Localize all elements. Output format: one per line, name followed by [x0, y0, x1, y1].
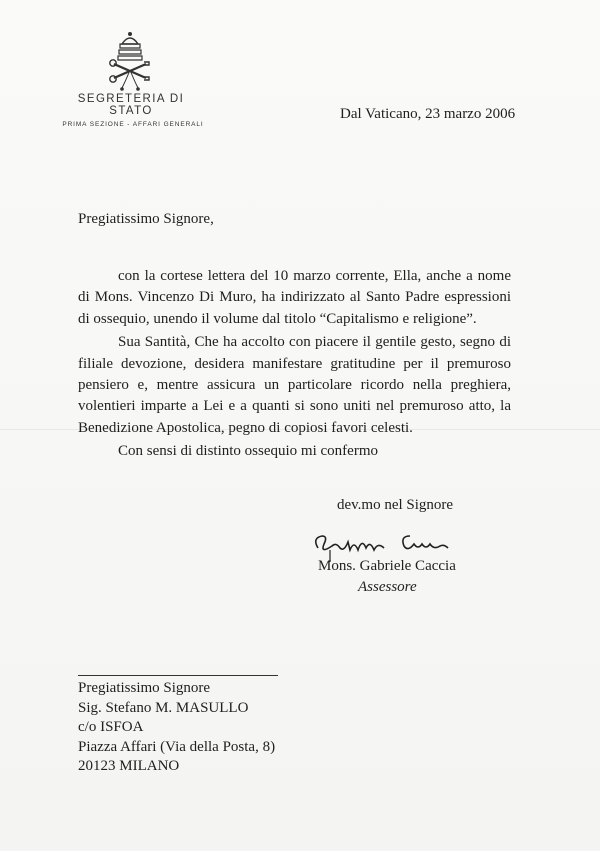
signer-name: Mons. Gabriele Caccia	[318, 558, 456, 574]
letter-body	[78, 266, 511, 463]
address-line: Pregiatissimo Signore	[78, 680, 211, 696]
address-line: 20123 MILANO	[78, 758, 180, 774]
office-name: SEGRETERIA DI STATO	[77, 93, 185, 117]
salutation: Pregiatissimo Signore,	[78, 211, 214, 227]
address-line: c/o ISFOA	[78, 719, 144, 735]
body-paragraph: Con sensi di distinto ossequio mi confermo	[118, 443, 378, 460]
address-line: Sig. Stefano M. MASULLO	[78, 699, 249, 716]
papal-crest-icon	[102, 30, 158, 94]
paper-fold-line	[0, 429, 600, 430]
date-line: Dal Vaticano, 23 marzo 2006	[340, 106, 516, 122]
handwritten-signature	[310, 528, 460, 562]
address-line: Piazza Affari (Via della Posta, 8)	[78, 738, 276, 755]
body-paragraph: Sua Santità, Che ha accolto con piacere il gentile gesto, segno di filiale devozione, desidera manifestare gratitudine per il premuroso pensiero e, mentre assicura un particolare ricordo nella preghiera, volentieri imparte a Lei e a quanti si sono uniti nel premuroso atto, la Benedizione Apostolica, pegno di copiosi favori celesti.	[78, 334, 511, 436]
recipient-address	[78, 679, 275, 777]
signer-role: Assessore	[358, 579, 417, 595]
closing-line: dev.mo nel Signore	[337, 497, 454, 513]
office-section: PRIMA SEZIONE - AFFARI GENERALI	[62, 121, 204, 128]
address-divider	[78, 675, 278, 676]
body-paragraph: con la cortese lettera del 10 marzo corrente, Ella, anche a nome di Mons. Vincenzo Di Muro, ha indirizzato al Santo Padre espressioni di ossequio, unendo il volume dal titolo “Capitalismo e religione”.	[78, 268, 511, 327]
